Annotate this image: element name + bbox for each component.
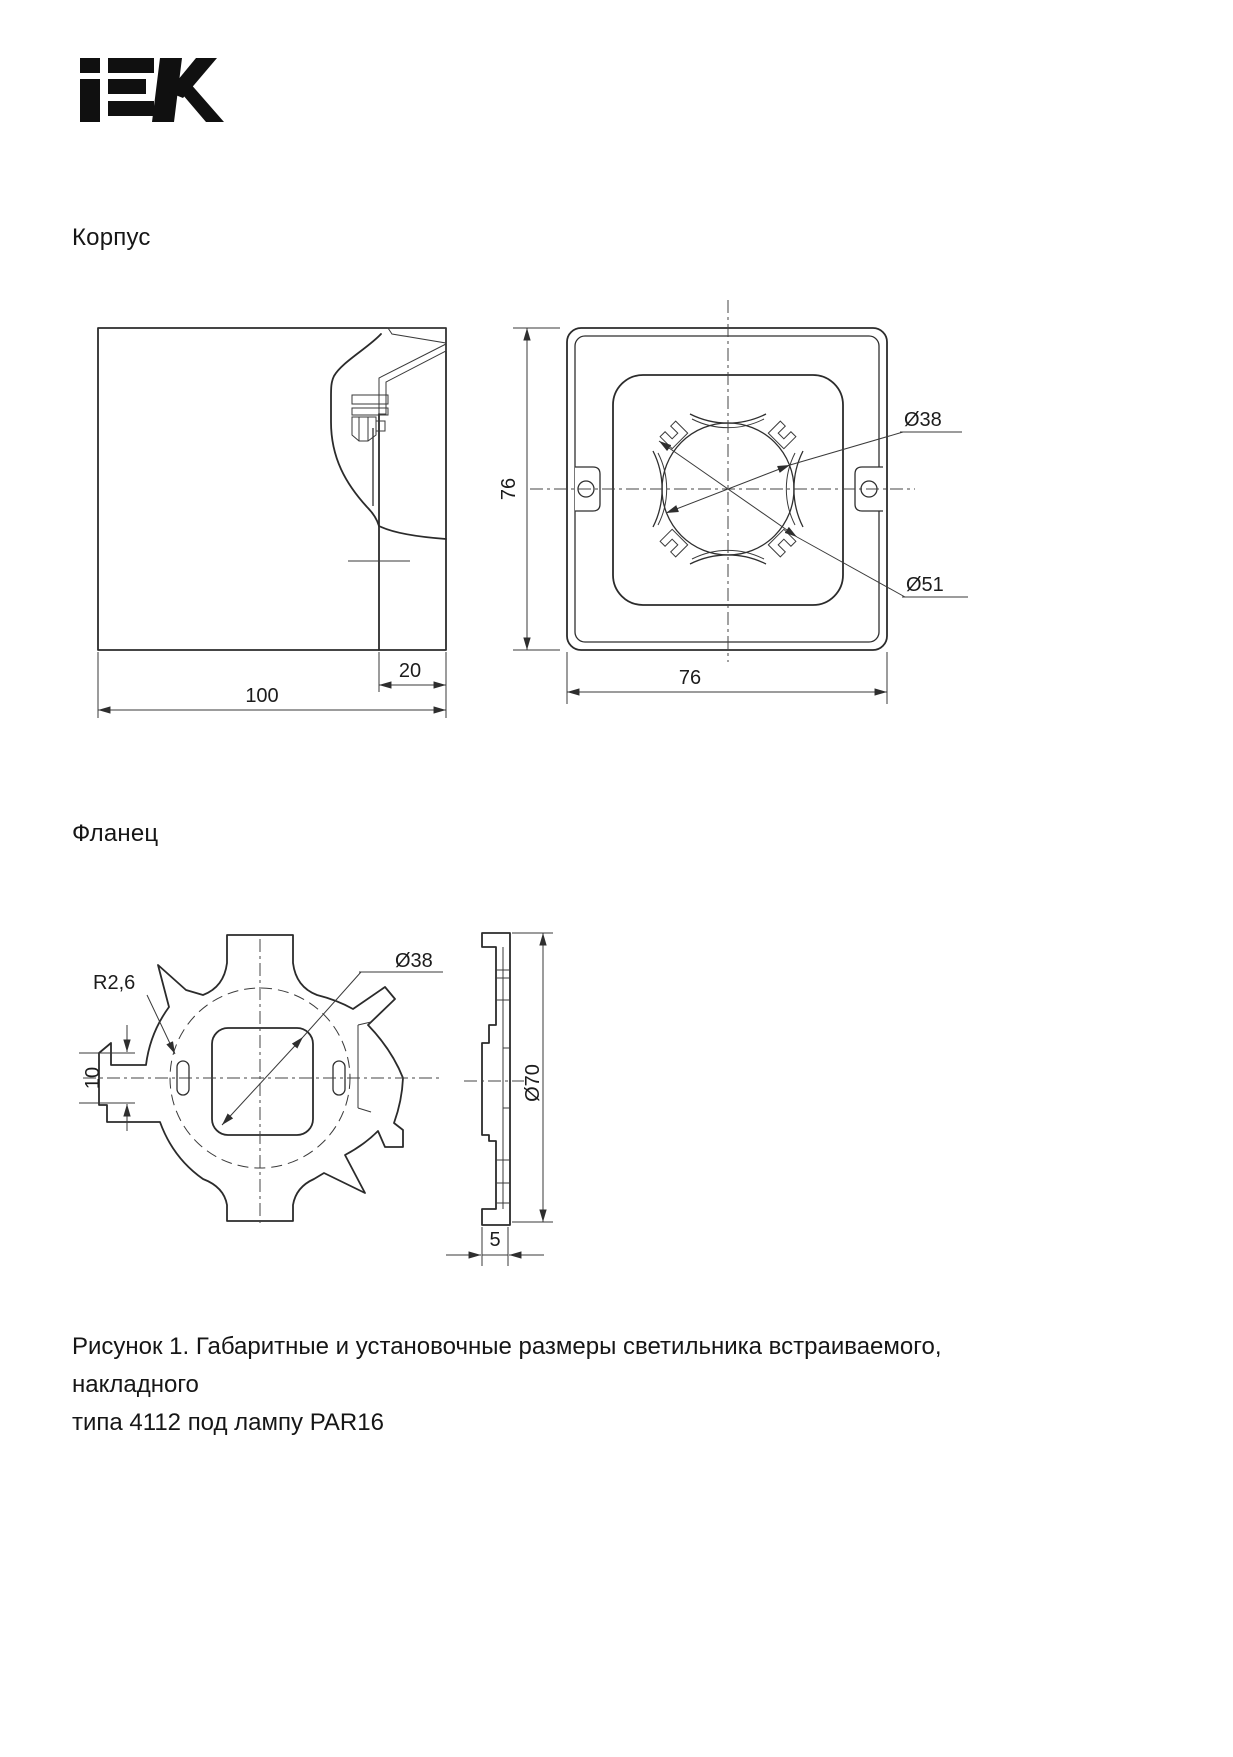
dimension-dia-70	[512, 933, 553, 1222]
dimension-height-76	[498, 328, 560, 650]
logo-i-dot	[80, 58, 100, 73]
retainer-clip	[768, 421, 796, 449]
dimension-label: Ø38	[395, 950, 433, 972]
dimension-label: 5	[489, 1229, 501, 1251]
dimension-thickness-5	[446, 1227, 544, 1266]
korpus-side-section-view	[80, 318, 460, 728]
caption-line-1: Рисунок 1. Габаритные и установочные размеры светильника встраиваемого, накладного	[72, 1333, 942, 1398]
dimension-label: 100	[245, 685, 279, 707]
reflector-bottom-curve	[379, 526, 446, 539]
dimension-label: 20	[398, 660, 422, 682]
dimension-label: R2,6	[93, 972, 136, 994]
dimension-width-76	[567, 652, 887, 704]
logo-e-bar	[108, 58, 154, 73]
korpus-front-view	[450, 280, 980, 720]
flange-front-view	[65, 925, 475, 1285]
section-title-flange: Фланец	[72, 820, 159, 847]
section-title-korpus: Корпус	[72, 224, 151, 251]
logo-k-leg	[177, 82, 224, 122]
logo-e-bar	[108, 79, 146, 94]
dimension-label: Ø51	[906, 574, 944, 596]
latch-bar-hatched	[352, 395, 388, 404]
dimension-label: 76	[498, 477, 520, 501]
iek-logo	[78, 52, 228, 126]
dimension-label: 10	[82, 1066, 104, 1090]
retainer-clip	[660, 529, 688, 557]
caption-line-2: типа 4112 под лампу PAR16	[72, 1408, 384, 1436]
dimension-depth-20	[379, 652, 446, 718]
clip-nub	[376, 421, 385, 431]
flange-outline	[83, 935, 443, 1223]
dimension-label: Ø38	[904, 409, 942, 431]
logo-i-stem	[80, 79, 100, 122]
dimension-dia-38	[666, 409, 962, 513]
housing-front-outline	[530, 300, 915, 662]
dimension-dia-51	[659, 441, 968, 597]
dimension-label: Ø70	[522, 1064, 544, 1102]
profile-shape	[482, 933, 510, 1225]
flange-profile-outline	[464, 933, 524, 1225]
dimension-diagonal-38	[222, 950, 443, 1125]
flange-side-view	[420, 925, 585, 1275]
logo-e-bar	[108, 101, 154, 116]
hatch-band-inner-wall	[379, 344, 446, 414]
figure-caption	[72, 1328, 1012, 1442]
hatch-band-top	[388, 328, 446, 343]
housing-body-outline	[98, 328, 446, 650]
dimension-label: 76	[678, 667, 702, 689]
